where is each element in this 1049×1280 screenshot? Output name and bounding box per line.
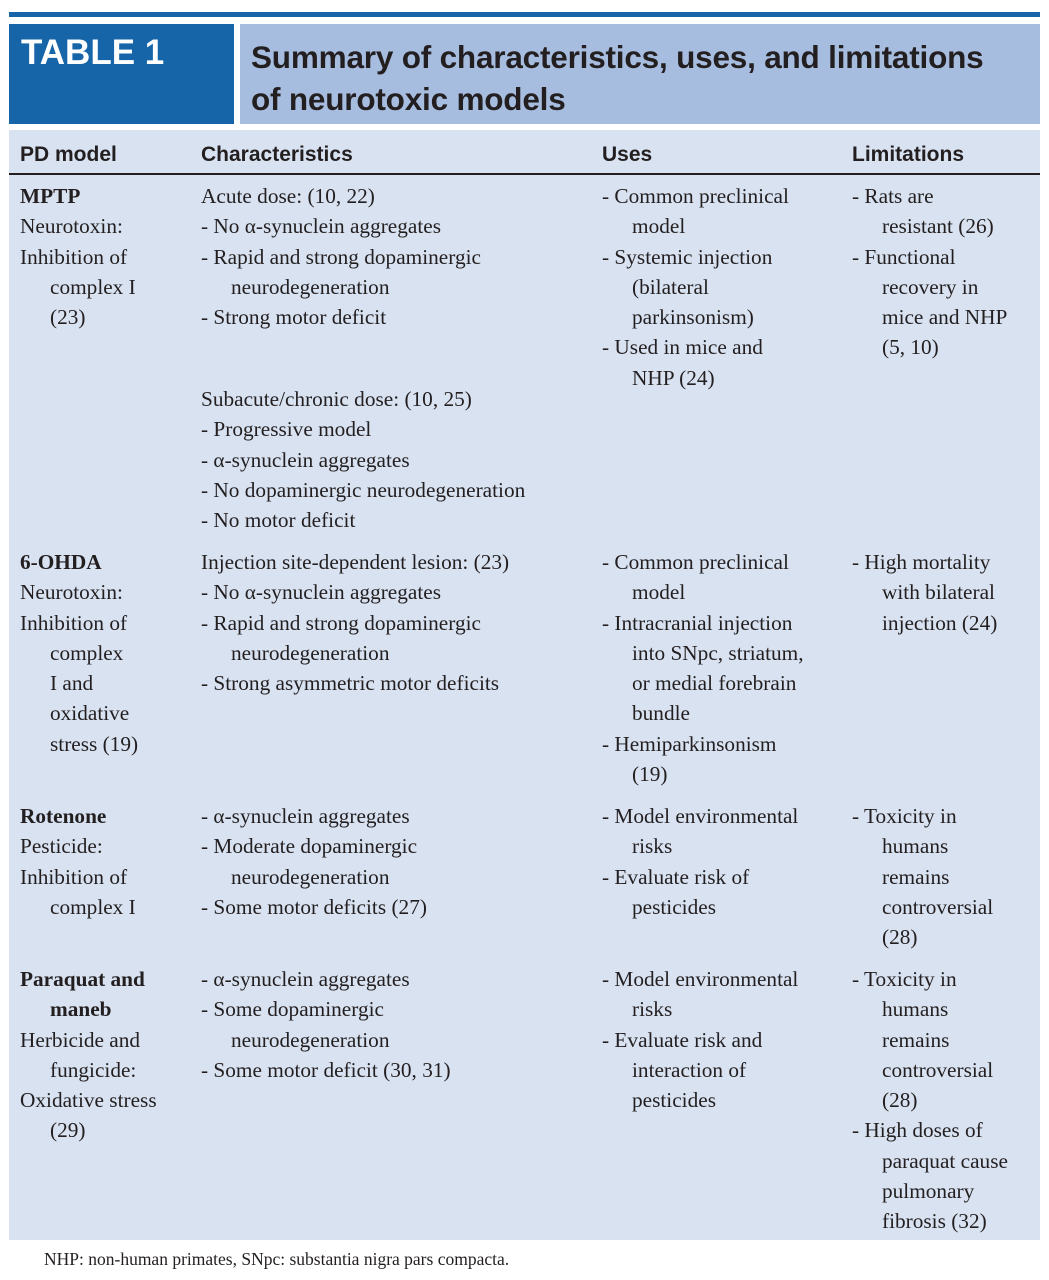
limitations-line: remains <box>882 1027 950 1052</box>
char-line: - Strong motor deficit <box>201 305 387 330</box>
row-6ohda-uses <box>602 547 804 789</box>
model-desc-line: (23) <box>50 305 86 330</box>
uses-line: - Model environmental <box>602 804 799 828</box>
uses-line: - Common preclinical <box>602 550 789 574</box>
uses-line: pesticides <box>632 1088 716 1113</box>
model-desc-line: fungicide: <box>50 1057 137 1082</box>
uses-line: - Systemic injection <box>602 244 773 269</box>
char-line: neurodegeneration <box>231 274 390 299</box>
char-line: neurodegeneration <box>231 864 390 889</box>
model-desc-line: Oxidative stress <box>20 1088 157 1113</box>
char-section-heading: Subacute/chronic dose: (10, 25) <box>201 387 472 411</box>
model-name: 6-OHDA <box>20 550 102 574</box>
row-mptp-model <box>20 181 136 332</box>
limitations-line: with bilateral <box>882 580 995 605</box>
char-line: - Progressive model <box>201 417 372 442</box>
char-line: - Rapid and strong dopaminergic <box>201 244 481 269</box>
limitations-line: humans <box>882 997 949 1022</box>
limitations-line: - Functional <box>852 244 956 269</box>
limitations-line: controversial <box>882 1057 994 1082</box>
char-line: - Strong asymmetric motor deficits <box>201 671 500 696</box>
char-line: neurodegeneration <box>231 640 390 665</box>
row-rotenone-model <box>20 801 136 922</box>
uses-line: (bilateral <box>632 274 709 299</box>
limitations-line: pulmonary <box>882 1179 975 1204</box>
char-line: neurodegeneration <box>231 1027 390 1052</box>
table-title <box>240 24 1040 124</box>
model-desc-line: stress (19) <box>50 731 139 756</box>
char-line: - No motor deficit <box>201 508 356 533</box>
uses-line: bundle <box>632 701 690 726</box>
limitations-line: - Toxicity in <box>852 967 957 991</box>
char-section-heading: Acute dose: (10, 22) <box>201 184 375 208</box>
char-line: - α-synuclein aggregates <box>201 967 410 991</box>
header-rule <box>9 173 1040 175</box>
limitations-line: humans <box>882 834 949 859</box>
row-paraquat-characteristics <box>201 964 451 1085</box>
char-line: - No α-synuclein aggregates <box>201 580 442 605</box>
row-paraquat-uses <box>602 964 798 1115</box>
char-line: - Some motor deficit (30, 31) <box>201 1057 451 1082</box>
char-line: - α-synuclein aggregates <box>201 447 410 472</box>
uses-line: - Evaluate risk of <box>602 864 750 889</box>
uses-line: model <box>632 214 686 239</box>
row-mptp-limitations <box>852 181 1007 363</box>
table-label: TABLE 1 <box>9 24 234 124</box>
limitations-line: (5, 10) <box>882 335 939 360</box>
limitations-line: injection (24) <box>882 610 998 635</box>
model-desc-line: Inhibition of <box>20 244 128 269</box>
model-desc-line: Inhibition of <box>20 610 128 635</box>
model-desc-line: Neurotoxin: <box>20 214 123 239</box>
limitations-line: - Rats are <box>852 184 934 208</box>
model-desc-line: I and <box>50 671 94 696</box>
model-name: MPTP <box>20 184 81 208</box>
model-desc-line: Herbicide and <box>20 1027 141 1052</box>
char-line: - Some dopaminergic <box>201 997 384 1022</box>
char-line: - α-synuclein aggregates <box>201 804 410 828</box>
uses-line: - Used in mice and <box>602 335 763 360</box>
model-desc-line: complex <box>50 640 124 665</box>
limitations-line: remains <box>882 864 950 889</box>
model-name: Rotenone <box>20 804 107 828</box>
header-limitations: Limitations <box>852 143 965 166</box>
uses-line: - Intracranial injection <box>602 610 793 635</box>
uses-line: - Common preclinical <box>602 184 789 208</box>
limitations-line: fibrosis (32) <box>882 1209 987 1234</box>
model-desc-line: complex I <box>50 274 136 299</box>
char-line: - No α-synuclein aggregates <box>201 214 442 239</box>
model-desc-line: (29) <box>50 1118 86 1143</box>
uses-line: - Hemiparkinsonism <box>602 731 777 756</box>
model-name: maneb <box>50 997 112 1022</box>
header-uses: Uses <box>602 143 653 166</box>
table-title-line-1: Summary of characteristics, uses, and limitations <box>251 39 984 75</box>
uses-line: into SNpc, striatum, <box>632 640 804 665</box>
row-rotenone-characteristics <box>201 801 427 922</box>
model-name: Paraquat and <box>20 967 145 991</box>
char-line: - No dopaminergic neurodegeneration <box>201 477 526 502</box>
uses-line: NHP (24) <box>632 365 715 390</box>
model-desc-line: complex I <box>50 894 136 919</box>
limitations-line: mice and NHP <box>882 305 1008 330</box>
uses-line: parkinsonism) <box>632 305 754 330</box>
uses-line: interaction of <box>632 1057 747 1082</box>
uses-line: or medial forebrain <box>632 671 797 696</box>
model-desc-line: Inhibition of <box>20 864 128 889</box>
row-6ohda-characteristics <box>201 547 509 698</box>
model-desc-line: Pesticide: <box>20 834 103 859</box>
limitations-line: recovery in <box>882 274 979 299</box>
limitations-line: (28) <box>882 1088 918 1113</box>
row-6ohda-model <box>20 547 138 759</box>
char-line: - Some motor deficits (27) <box>201 894 427 919</box>
table-footnote: NHP: non-human primates, SNpc: substantia nigra pars compacta. <box>44 1249 510 1269</box>
model-desc-line: oxidative <box>50 701 130 726</box>
uses-line: risks <box>632 997 673 1022</box>
limitations-line: paraquat cause <box>882 1148 1008 1173</box>
row-rotenone-uses <box>602 801 798 922</box>
row-rotenone-limitations <box>852 801 993 952</box>
header-characteristics: Characteristics <box>201 143 353 166</box>
header-pd-model: PD model <box>20 143 117 166</box>
uses-line: pesticides <box>632 894 716 919</box>
row-paraquat-limitations <box>852 964 1008 1237</box>
row-6ohda-limitations <box>852 547 997 638</box>
limitations-line: - High doses of <box>852 1118 983 1143</box>
row-paraquat-model <box>20 964 157 1146</box>
limitations-line: - High mortality <box>852 550 991 574</box>
row-mptp-characteristics-chronic <box>201 384 525 535</box>
model-desc-line: Neurotoxin: <box>20 580 123 605</box>
uses-line: model <box>632 580 686 605</box>
limitations-line: - Toxicity in <box>852 804 957 828</box>
top-rule <box>9 12 1040 17</box>
table-title-line-2: of neurotoxic models <box>251 81 566 117</box>
limitations-line: (28) <box>882 925 918 950</box>
uses-line: risks <box>632 834 673 859</box>
uses-line: (19) <box>632 762 668 787</box>
char-section-heading: Injection site-dependent lesion: (23) <box>201 550 510 574</box>
uses-line: - Evaluate risk and <box>602 1027 763 1052</box>
limitations-line: resistant (26) <box>882 214 994 239</box>
limitations-line: controversial <box>882 894 994 919</box>
row-mptp-characteristics <box>201 181 481 332</box>
char-line: - Moderate dopaminergic <box>201 834 418 859</box>
row-mptp-uses <box>602 181 789 393</box>
char-line: - Rapid and strong dopaminergic <box>201 610 481 635</box>
uses-line: - Model environmental <box>602 967 799 991</box>
